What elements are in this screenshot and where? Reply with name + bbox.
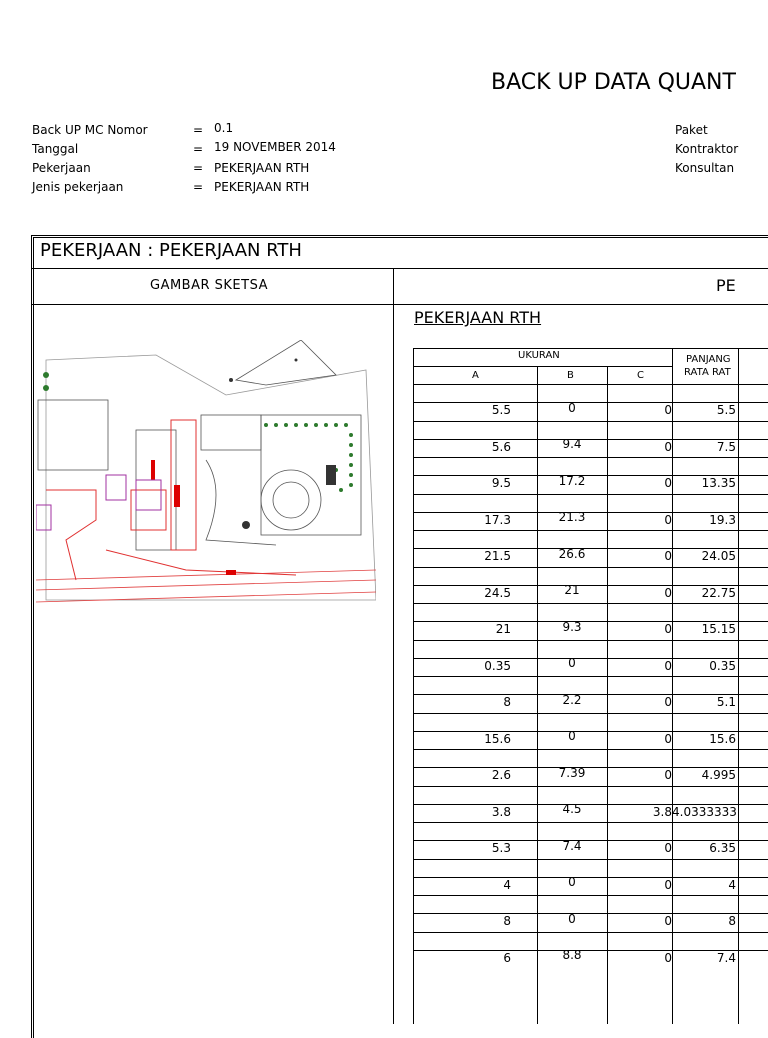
meta-equals: =: [193, 161, 204, 175]
row-line: [413, 786, 768, 787]
meta-label: Pekerjaan: [32, 161, 91, 175]
sketch-column-header: GAMBAR SKETSA: [150, 278, 268, 293]
row-line: [413, 640, 768, 641]
divider: [413, 366, 673, 367]
cell-a: 5.5: [491, 403, 511, 417]
meta-row-pekerjaan: [32, 161, 372, 177]
divider: [738, 348, 739, 1024]
col-avg-header-line1: PANJANG: [686, 354, 731, 365]
meta-row-jenis: [32, 180, 372, 196]
cell-avg: 6.35: [709, 841, 736, 855]
row-line: [413, 421, 768, 422]
cell-c: 0: [664, 440, 672, 454]
cell-a: 3.8: [491, 805, 511, 819]
row-line: [413, 932, 768, 933]
divider: [393, 269, 394, 1024]
meta-konsultan-label: Konsultan: [675, 161, 735, 175]
cell-avg: 5.5: [716, 403, 736, 417]
cell-b: 0: [568, 875, 576, 889]
col-avg-header-line2: RATA RAT: [684, 367, 731, 378]
cell-a: 2.6: [491, 768, 511, 782]
cell-avg: 13.35: [701, 476, 736, 490]
row-line: [413, 676, 768, 677]
cell-c: 0: [664, 586, 672, 600]
cell-b: 4.5: [562, 802, 582, 816]
cell-c: 3.8: [652, 805, 672, 819]
cell-a: 21.5: [484, 549, 511, 563]
cell-a: 8: [503, 695, 511, 709]
cell-b: 21.3: [558, 510, 586, 524]
cell-a: 5.6: [491, 440, 511, 454]
meta-paket-label: Paket: [675, 123, 708, 137]
row-line: [413, 859, 768, 860]
cell-a: 9.5: [491, 476, 511, 490]
cell-b: 7.39: [558, 766, 586, 780]
right-column-header: PE: [716, 276, 736, 295]
cell-c: 0: [664, 622, 672, 636]
meta-label: Jenis pekerjaan: [32, 180, 124, 194]
row-line: [413, 749, 768, 750]
cell-avg: 15.15: [701, 622, 736, 636]
cell-a: 8: [503, 914, 511, 928]
col-c-header: C: [637, 370, 644, 381]
cell-b: 0: [568, 656, 576, 670]
cell-c: 0: [664, 951, 672, 965]
site-plan-sketch: [36, 340, 376, 620]
meta-label: Tanggal: [32, 142, 79, 156]
meta-equals: =: [193, 180, 204, 194]
cell-a: 4: [503, 878, 511, 892]
cell-a: 21: [495, 622, 511, 636]
meta-value: 0.1: [214, 121, 234, 135]
meta-label: Back UP MC Nomor: [32, 123, 148, 137]
cell-avg: 4.0333333: [672, 805, 737, 819]
cell-b: 9.3: [562, 620, 582, 634]
row-line: [413, 457, 768, 458]
cell-a: 24.5: [484, 586, 511, 600]
row-line: [413, 603, 768, 604]
meta-kontraktor-label: Kontraktor: [675, 142, 739, 156]
meta-equals: =: [193, 142, 204, 156]
section-title: PEKERJAAN : PEKERJAAN RTH: [40, 240, 302, 261]
cell-c: 0: [664, 732, 672, 746]
cell-avg: 4.995: [701, 768, 736, 782]
cell-b: 2.2: [562, 693, 582, 707]
cell-c: 0: [664, 659, 672, 673]
cell-b: 0: [568, 912, 576, 926]
divider: [31, 304, 768, 305]
meta-value: PEKERJAAN RTH: [214, 180, 310, 194]
cell-c: 0: [664, 914, 672, 928]
meta-value: 19 NOVEMBER 2014: [214, 140, 336, 154]
cell-b: 9.4: [562, 437, 582, 451]
cell-b: 8.8: [562, 948, 582, 962]
sub-section-title: PEKERJAAN RTH: [414, 308, 542, 327]
row-line: [413, 530, 768, 531]
col-b-header: B: [567, 370, 574, 381]
cell-avg: 0.35: [709, 659, 736, 673]
cell-c: 0: [664, 695, 672, 709]
document-title: BACK UP DATA QUANT: [491, 70, 736, 95]
row-line: [413, 713, 768, 714]
cell-c: 0: [664, 878, 672, 892]
cell-c: 0: [664, 403, 672, 417]
cell-avg: 15.6: [709, 732, 736, 746]
meta-equals: =: [193, 123, 204, 137]
cell-avg: 4: [728, 878, 736, 892]
cell-avg: 22.75: [701, 586, 736, 600]
cell-c: 0: [664, 476, 672, 490]
meta-row-tanggal: [32, 142, 372, 158]
divider: [413, 384, 768, 385]
cell-b: 17.2: [558, 474, 586, 488]
col-a-header: A: [472, 370, 479, 381]
cell-avg: 19.3: [709, 513, 736, 527]
cell-avg: 24.05: [701, 549, 736, 563]
cell-c: 0: [664, 549, 672, 563]
cell-c: 0: [664, 513, 672, 527]
cell-avg: 7.4: [716, 951, 736, 965]
row-line: [413, 494, 768, 495]
row-line: [413, 567, 768, 568]
divider: [31, 268, 768, 269]
ukuran-header: UKURAN: [518, 350, 560, 361]
meta-value: PEKERJAAN RTH: [214, 161, 310, 175]
cell-a: 17.3: [484, 513, 511, 527]
cell-b: 26.6: [558, 547, 586, 561]
cell-avg: 7.5: [716, 440, 736, 454]
cell-a: 15.6: [484, 732, 511, 746]
cell-b: 21: [564, 583, 580, 597]
cell-avg: 5.1: [716, 695, 736, 709]
cell-c: 0: [664, 768, 672, 782]
cell-b: 0: [568, 729, 576, 743]
cell-b: 7.4: [562, 839, 582, 853]
cell-a: 6: [503, 951, 511, 965]
cell-c: 0: [664, 841, 672, 855]
cell-a: 5.3: [491, 841, 511, 855]
cell-b: 0: [568, 401, 576, 415]
row-line: [413, 895, 768, 896]
row-line: [413, 822, 768, 823]
meta-row-mc-nomor: [32, 123, 372, 139]
cell-avg: 8: [728, 914, 736, 928]
cell-a: 0.35: [484, 659, 511, 673]
divider: [413, 348, 768, 349]
